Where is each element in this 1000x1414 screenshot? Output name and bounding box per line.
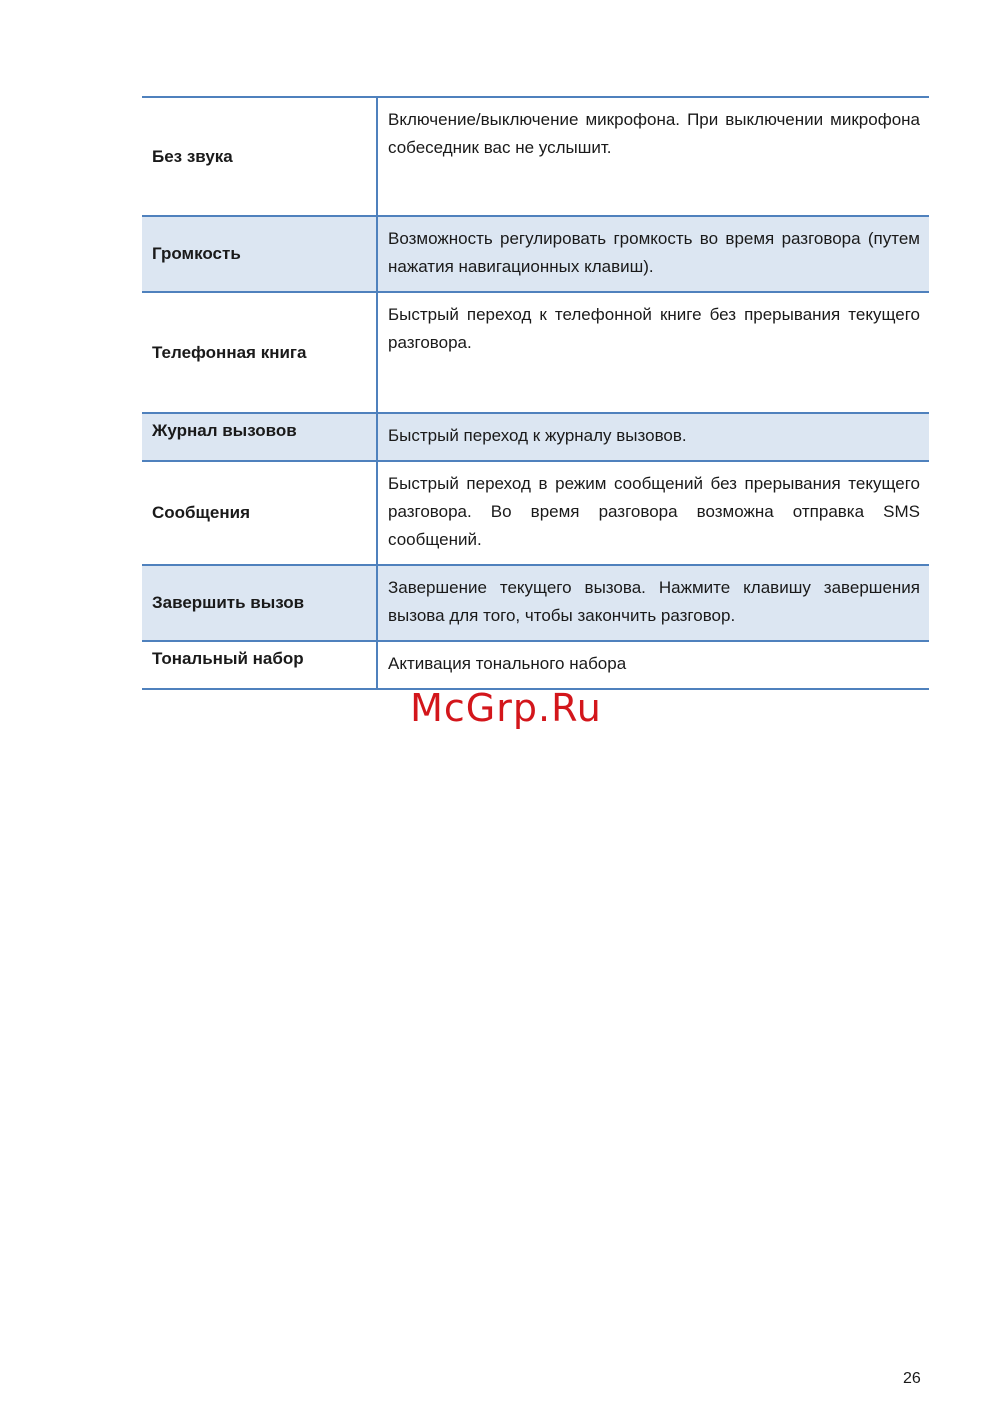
table-row	[142, 293, 929, 414]
table-row	[142, 462, 929, 566]
row-description: Быстрый переход к телефонной книге без прерывания текущего разговора.	[388, 305, 920, 352]
row-description: Возможность регулировать громкость во время разговора (путем нажатия навигационных клавиш).	[388, 229, 920, 276]
row-term: Громкость	[142, 217, 378, 291]
table-row	[142, 414, 929, 462]
row-term: Без звука	[142, 98, 378, 215]
table-row	[142, 642, 929, 690]
row-term: Тональный набор	[142, 642, 378, 688]
row-description: Завершение текущего вызова. Нажмите клавишу завершения вызова для того, чтобы закончить разговор.	[388, 578, 920, 625]
page-number: 26	[903, 1370, 921, 1387]
features-table	[142, 96, 929, 690]
row-term: Журнал вызовов	[142, 414, 378, 460]
row-description: Быстрый переход к журналу вызовов.	[388, 426, 687, 445]
table-row	[142, 217, 929, 293]
row-description: Быстрый переход в режим сообщений без прерывания текущего разговора. Во время разговора возможна отправка SMS сообщений.	[388, 474, 920, 549]
table-row	[142, 566, 929, 642]
row-term: Сообщения	[142, 462, 378, 564]
table-row	[142, 98, 929, 217]
row-description: Включение/выключение микрофона. При выключении микрофона собеседник вас не услышит.	[388, 110, 920, 157]
watermark: McGrp.Ru	[410, 686, 602, 730]
row-term: Завершить вызов	[142, 566, 378, 640]
row-description: Активация тонального набора	[388, 654, 627, 673]
row-term: Телефонная книга	[142, 293, 378, 412]
